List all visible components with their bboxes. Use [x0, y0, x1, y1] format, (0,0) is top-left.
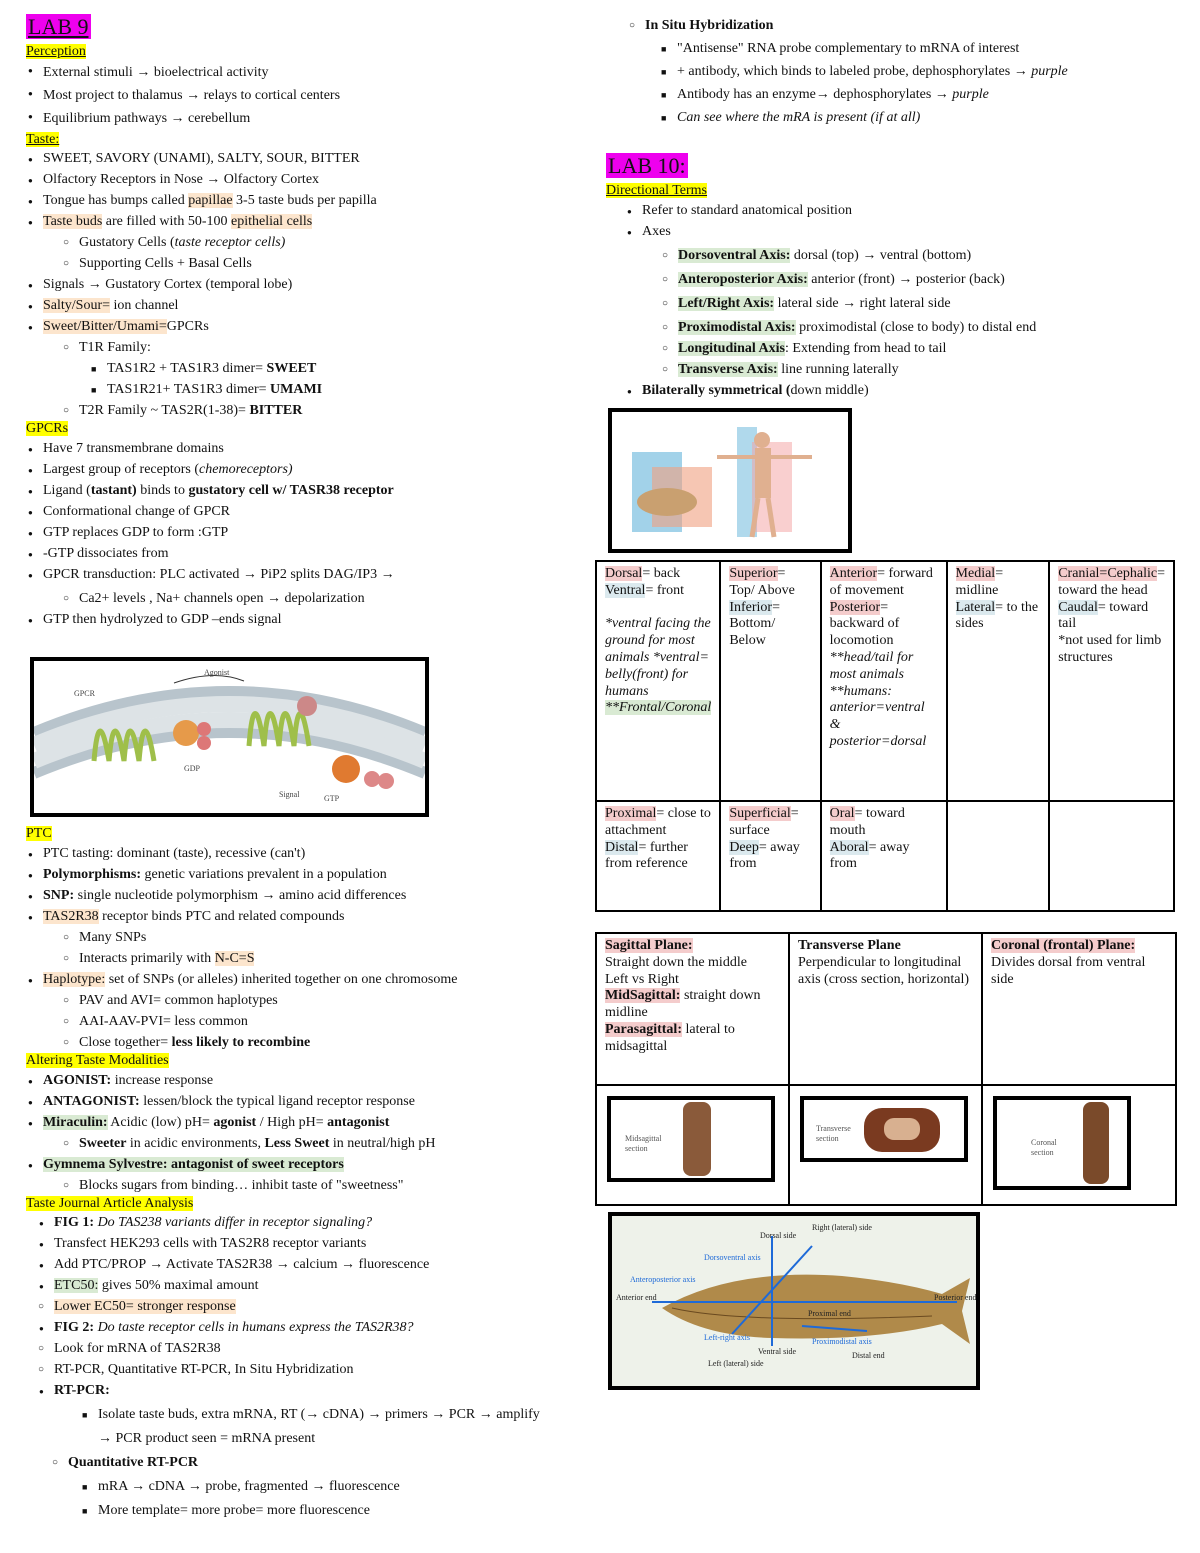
table-cell [1049, 801, 1174, 911]
list-item: ■ Antibody has an enzyme→ dephosphorylates → purple [677, 83, 1185, 106]
table-cell: Superior= Top/ Above Inferior= Bottom/ Below [720, 561, 820, 801]
signal-label: Signal [279, 790, 300, 799]
gtp-label: GTP [324, 794, 340, 803]
list-item: ● Haplotype: set of SNPs (or alleles) inherited together on one chromosome [43, 969, 606, 990]
table-cell [982, 1085, 1176, 1205]
list-item: ○ Supporting Cells + Basal Cells [79, 253, 596, 274]
gpcr-diagram [34, 661, 425, 813]
taste-heading: Taste: [26, 131, 60, 147]
list-item: ○ AAI-AAV-PVI= less common [79, 1011, 606, 1032]
list-item: ● Gymnema Sylvestre: antagonist of sweet receptors [43, 1154, 606, 1175]
directional-terms-table [595, 560, 1175, 912]
list-item: ● TAS2R38 receptor binds PTC and related compounds [43, 906, 606, 927]
list-item: ● Refer to standard anatomical position [642, 200, 1186, 221]
list-item: ○ Look for mRNA of TAS2R38 [54, 1338, 606, 1359]
list-item: ● PTC tasting: dominant (taste), recessive (can't) [43, 843, 606, 864]
list-item: ■ More template= more probe= more fluorescence [98, 1500, 606, 1521]
table-cell: Medial= midline Lateral= to the sides [947, 561, 1050, 801]
list-item: ○ Left/Right Axis: lateral side → right lateral side [678, 293, 1186, 314]
list-item: ● Taste buds are filled with 50-100 epithelial cells [43, 211, 596, 232]
lab9-title: LAB 9 [28, 14, 89, 39]
list-item: ● AGONIST: increase response [43, 1070, 606, 1091]
directional-heading: Directional Terms [606, 183, 708, 199]
fish-diagram [612, 1216, 976, 1386]
left-label: Left (lateral) side [708, 1359, 764, 1368]
distal-label: Distal end [852, 1351, 885, 1360]
list-item: ● Polymorphisms: genetic variations prevalent in a population [43, 864, 606, 885]
list-item: ○ Interacts primarily with N-C=S [79, 948, 606, 969]
table-cell: Anterior= forward of movement Posterior= backward of locomotion **head/tail for most animals **humans: anterior=ventral & posterior=dorsal [821, 561, 947, 801]
table-cell: Dorsal= back Ventral= front *ventral facing the ground for most animals *ventral= belly(front) for humans **Frontal/Coronal [596, 561, 720, 801]
list-item: ● Bilaterally symmetrical (down middle) [642, 380, 1186, 401]
list-item: ● FIG 2: Do taste receptor cells in humans express the TAS2R38? [54, 1317, 606, 1338]
list-item: ○ Many SNPs [79, 927, 606, 948]
list-item: ○ Proximodistal Axis: proximodistal (close to body) to distal end [678, 317, 1186, 338]
alter-heading: Altering Taste Modalities [26, 1052, 169, 1068]
list-item: ○ Lower EC50= stronger response [54, 1296, 606, 1317]
list-item: → PCR product seen = mRNA present [98, 1431, 316, 1447]
list-item: ○ Sweeter in acidic environments, Less Sweet in neutral/high pH [79, 1133, 606, 1154]
list-item: ○ Ca2+ levels , Na+ channels open → depolarization [79, 588, 596, 609]
list-item: ○ In Situ Hybridization [645, 14, 1185, 37]
dv-label: Dorsoventral axis [704, 1253, 761, 1262]
list-item: ● GTP replaces GDP to form :GTP [43, 522, 596, 543]
list-item: ■ "Antisense" RNA probe complementary to mRNA of interest [677, 37, 1185, 60]
proximal-label: Proximal end [808, 1309, 851, 1318]
list-item: ○ RT-PCR, Quantitative RT-PCR, In Situ Hybridization [54, 1359, 606, 1380]
lr-label: Left-right axis [704, 1333, 750, 1342]
table-cell [789, 1085, 982, 1205]
list-item: ○ T2R Family ~ TAS2R(1-38)= BITTER [79, 400, 596, 421]
list-item: ● ETC50: gives 50% maximal amount [54, 1275, 606, 1296]
list-item: ● Largest group of receptors (chemoreceptors) [43, 459, 596, 480]
list-item: ■ Can see where the mRA is present (if at all) [677, 106, 1185, 129]
list-item: ● Transfect HEK293 cells with TAS2R8 receptor variants [54, 1233, 606, 1254]
dorsal-label: Dorsal side [760, 1231, 797, 1240]
list-item: ● Conformational change of GPCR [43, 501, 596, 522]
list-item: ● FIG 1: Do TAS238 variants differ in receptor signaling? [54, 1212, 606, 1233]
table-cell: Coronal (frontal) Plane: Divides dorsal from ventral side [982, 933, 1176, 1085]
list-item: ■ + antibody, which binds to labeled probe, dephosphorylates → purple [677, 60, 1185, 83]
list-item: ○ Blocks sugars from binding… inhibit taste of "sweetness" [79, 1175, 606, 1196]
list-item: ● GTP then hydrolyzed to GDP –ends signal [43, 609, 596, 630]
perception-heading: Perception [26, 44, 86, 60]
table-cell [596, 1085, 789, 1205]
list-item: ○ Gustatory Cells (taste receptor cells) [79, 232, 596, 253]
pd-label: Proximodistal axis [812, 1337, 872, 1346]
list-item: ● Salty/Sour= ion channel [43, 295, 596, 316]
gpcr-figure [30, 657, 429, 817]
gdp-label: GDP [184, 764, 201, 773]
list-item: ● Ligand (tastant) binds to gustatory cell w/ TASR38 receptor [43, 480, 596, 501]
lab10-section [606, 153, 1186, 401]
list-item: ● Sweet/Bitter/Umami=GPCRs [43, 316, 596, 337]
list-item: ■ TAS1R2 + TAS1R3 dimer= SWEET [107, 358, 596, 379]
table-cell: Proximal= close to attachment Distal= further from reference [596, 801, 720, 911]
list-item: ● Add PTC/PROP → Activate TAS2R38 → calcium → fluorescence [54, 1254, 606, 1275]
table-cell: Oral= toward mouth Aboral= away from [821, 801, 947, 911]
list-item: ● Signals → Gustatory Cortex (temporal lobe) [43, 274, 596, 295]
anterior-label: Anterior end [616, 1293, 657, 1302]
list-item: ■ Isolate taste buds, extra mRNA, RT (→ cDNA) → primers → PCR → amplify [98, 1404, 606, 1425]
list-item: ● SNP: single nucleotide polymorphism → amino acid differences [43, 885, 606, 906]
fish-axes-figure [608, 1212, 980, 1390]
list-item: ● GPCR transduction: PLC activated → PiP2 splits DAG/IP3 → [43, 564, 596, 585]
coronal-image: Coronal section [993, 1096, 1131, 1190]
list-item: ● SWEET, SAVORY (UNAMI), SALTY, SOUR, BITTER [43, 148, 596, 169]
table-cell: Transverse Plane Perpendicular to longitudinal axis (cross section, horizontal) [789, 933, 982, 1085]
table-cell: Sagittal Plane: Straight down the middle Left vs Right MidSagittal: straight down midline Parasagittal: lateral to midsagittal [596, 933, 789, 1085]
posterior-label: Posterior end [934, 1293, 976, 1302]
list-item: ● Have 7 transmembrane domains [43, 438, 596, 459]
anatomy-planes-image [612, 412, 848, 549]
left-column [26, 14, 596, 630]
list-item: ○ Anteroposterior Axis: anterior (front) → posterior (back) [678, 269, 1186, 290]
list-item: ○ PAV and AVI= common haplotypes [79, 990, 606, 1011]
list-item: ■ mRA → cDNA → probe, fragmented → fluorescence [98, 1476, 606, 1497]
list-item: ■ TAS1R21+ TAS1R3 dimer= UMAMI [107, 379, 596, 400]
list-item: ● Tongue has bumps called papillae 3-5 taste buds per papilla [43, 190, 596, 211]
ptc-heading: PTC [26, 826, 52, 841]
list-item: ○ T1R Family: [79, 337, 596, 358]
list-item: ○ Dorsoventral Axis: dorsal (top) → ventral (bottom) [678, 245, 1186, 266]
journal-heading: Taste Journal Article Analysis [26, 1195, 194, 1211]
list-item: ● Miraculin: Acidic (low) pH= agonist / High pH= antagonist [43, 1112, 606, 1133]
anatomical-planes-figure [608, 408, 852, 553]
left-column-lower [26, 826, 606, 1521]
table-cell [947, 801, 1050, 911]
gpcrs-heading: GPCRs [26, 421, 69, 437]
list-item: ● External stimuli → bioelectrical activity [43, 65, 596, 82]
list-item: ● Olfactory Receptors in Nose → Olfactory Cortex [43, 169, 596, 190]
table-cell: Cranial=Cephalic= toward the head Caudal= toward tail *not used for limb structures [1049, 561, 1174, 801]
list-item: ● ANTAGONIST: lessen/block the typical ligand receptor response [43, 1091, 606, 1112]
lab10-title: LAB 10: [608, 153, 686, 178]
list-item: ● Equilibrium pathways → cerebellum [43, 111, 596, 128]
list-item: ● RT-PCR: [54, 1380, 606, 1401]
gpcr-label: GPCR [74, 689, 95, 698]
sagittal-image: Midsagittal section [607, 1096, 775, 1182]
list-item: ○ Close together= less likely to recombine [79, 1032, 606, 1053]
agonist-label: Agonist [204, 668, 230, 677]
insitu-section [645, 14, 1185, 129]
right-label: Right (lateral) side [812, 1223, 872, 1232]
list-item: ● -GTP dissociates from [43, 543, 596, 564]
ventral-label: Ventral side [758, 1347, 796, 1356]
transverse-image: Transverse section [800, 1096, 968, 1162]
planes-table [595, 932, 1177, 1206]
list-item: ○ Transverse Axis: line running laterally [678, 359, 1186, 380]
list-item: ● Most project to thalamus → relays to cortical centers [43, 88, 596, 105]
ap-label: Anteroposterior axis [630, 1275, 696, 1284]
list-item: ○ Longitudinal Axis: Extending from head to tail [678, 338, 1186, 359]
list-item: ● Axes [642, 221, 1186, 242]
list-item: ○ Quantitative RT-PCR [68, 1452, 606, 1473]
table-cell: Superficial= surface Deep= away from [720, 801, 820, 911]
